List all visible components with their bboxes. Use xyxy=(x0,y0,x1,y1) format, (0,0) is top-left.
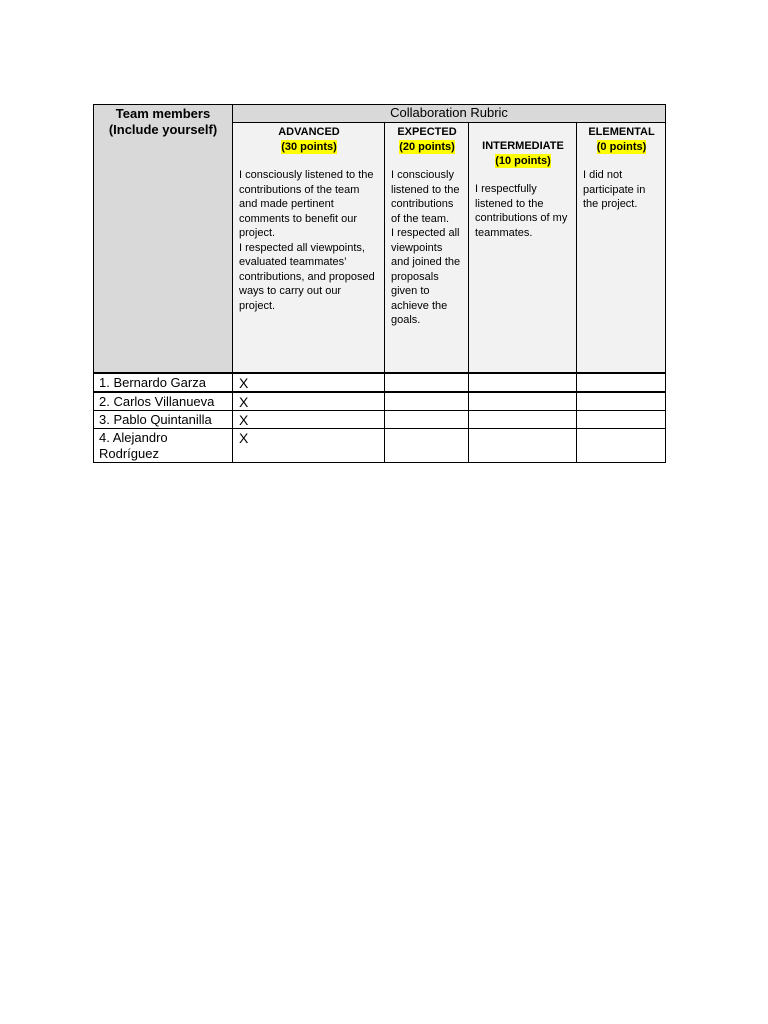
mark-elemental[interactable] xyxy=(577,392,666,411)
header-row xyxy=(94,105,666,123)
mark-intermediate[interactable] xyxy=(469,373,577,392)
mark-expected[interactable] xyxy=(385,428,469,462)
level-description: I consciously listened to the contributions of the team and made pertinent comments to benefit our project. I respected all viewpoints, evaluated teammates’ contributions, and proposed ways to carry out our project. xyxy=(239,169,375,312)
mark-elemental[interactable] xyxy=(577,410,666,428)
team-header-line2: (Include yourself) xyxy=(108,122,218,137)
mark-intermediate[interactable] xyxy=(469,392,577,411)
level-advanced xyxy=(233,123,385,373)
table-row xyxy=(94,373,666,392)
table-row xyxy=(94,428,666,462)
level-points: (30 points) xyxy=(281,140,337,153)
member-name: 4. Alejandro Rodríguez xyxy=(94,428,233,462)
level-expected xyxy=(385,123,469,373)
level-name: ELEMENTAL xyxy=(588,126,655,138)
level-description: I consciously listened to the contributions of the team. I respected all viewpoints and joined the proposals given to achieve the goals. xyxy=(391,169,461,326)
mark-elemental[interactable] xyxy=(577,428,666,462)
mark-advanced[interactable]: X xyxy=(233,428,385,462)
mark-advanced[interactable]: X xyxy=(233,392,385,411)
member-name: 2. Carlos Villanueva xyxy=(94,392,233,411)
mark-expected[interactable] xyxy=(385,392,469,411)
mark-advanced[interactable]: X xyxy=(233,373,385,392)
mark-expected[interactable] xyxy=(385,410,469,428)
level-points: (20 points) xyxy=(399,140,455,153)
mark-advanced[interactable]: X xyxy=(233,410,385,428)
team-members-header xyxy=(94,105,233,373)
level-intermediate xyxy=(469,123,577,373)
level-name: INTERMEDIATE xyxy=(482,140,564,152)
table-row xyxy=(94,392,666,411)
collaboration-rubric-table xyxy=(93,104,666,463)
mark-intermediate[interactable] xyxy=(469,428,577,462)
member-name: 1. Bernardo Garza xyxy=(94,373,233,392)
level-description: I respectfully listened to the contributions of my teammates. xyxy=(475,183,568,239)
table-row xyxy=(94,410,666,428)
level-name: EXPECTED xyxy=(397,126,457,138)
member-name: 3. Pablo Quintanilla xyxy=(94,410,233,428)
level-points: (10 points) xyxy=(495,154,551,167)
level-elemental xyxy=(577,123,666,373)
level-name: ADVANCED xyxy=(278,126,340,138)
rubric-title: Collaboration Rubric xyxy=(233,105,666,123)
mark-expected[interactable] xyxy=(385,373,469,392)
team-header-line1: Team members xyxy=(115,106,211,121)
level-points: (0 points) xyxy=(596,140,647,153)
level-description: I did not participate in the project. xyxy=(583,169,646,210)
mark-intermediate[interactable] xyxy=(469,410,577,428)
mark-elemental[interactable] xyxy=(577,373,666,392)
